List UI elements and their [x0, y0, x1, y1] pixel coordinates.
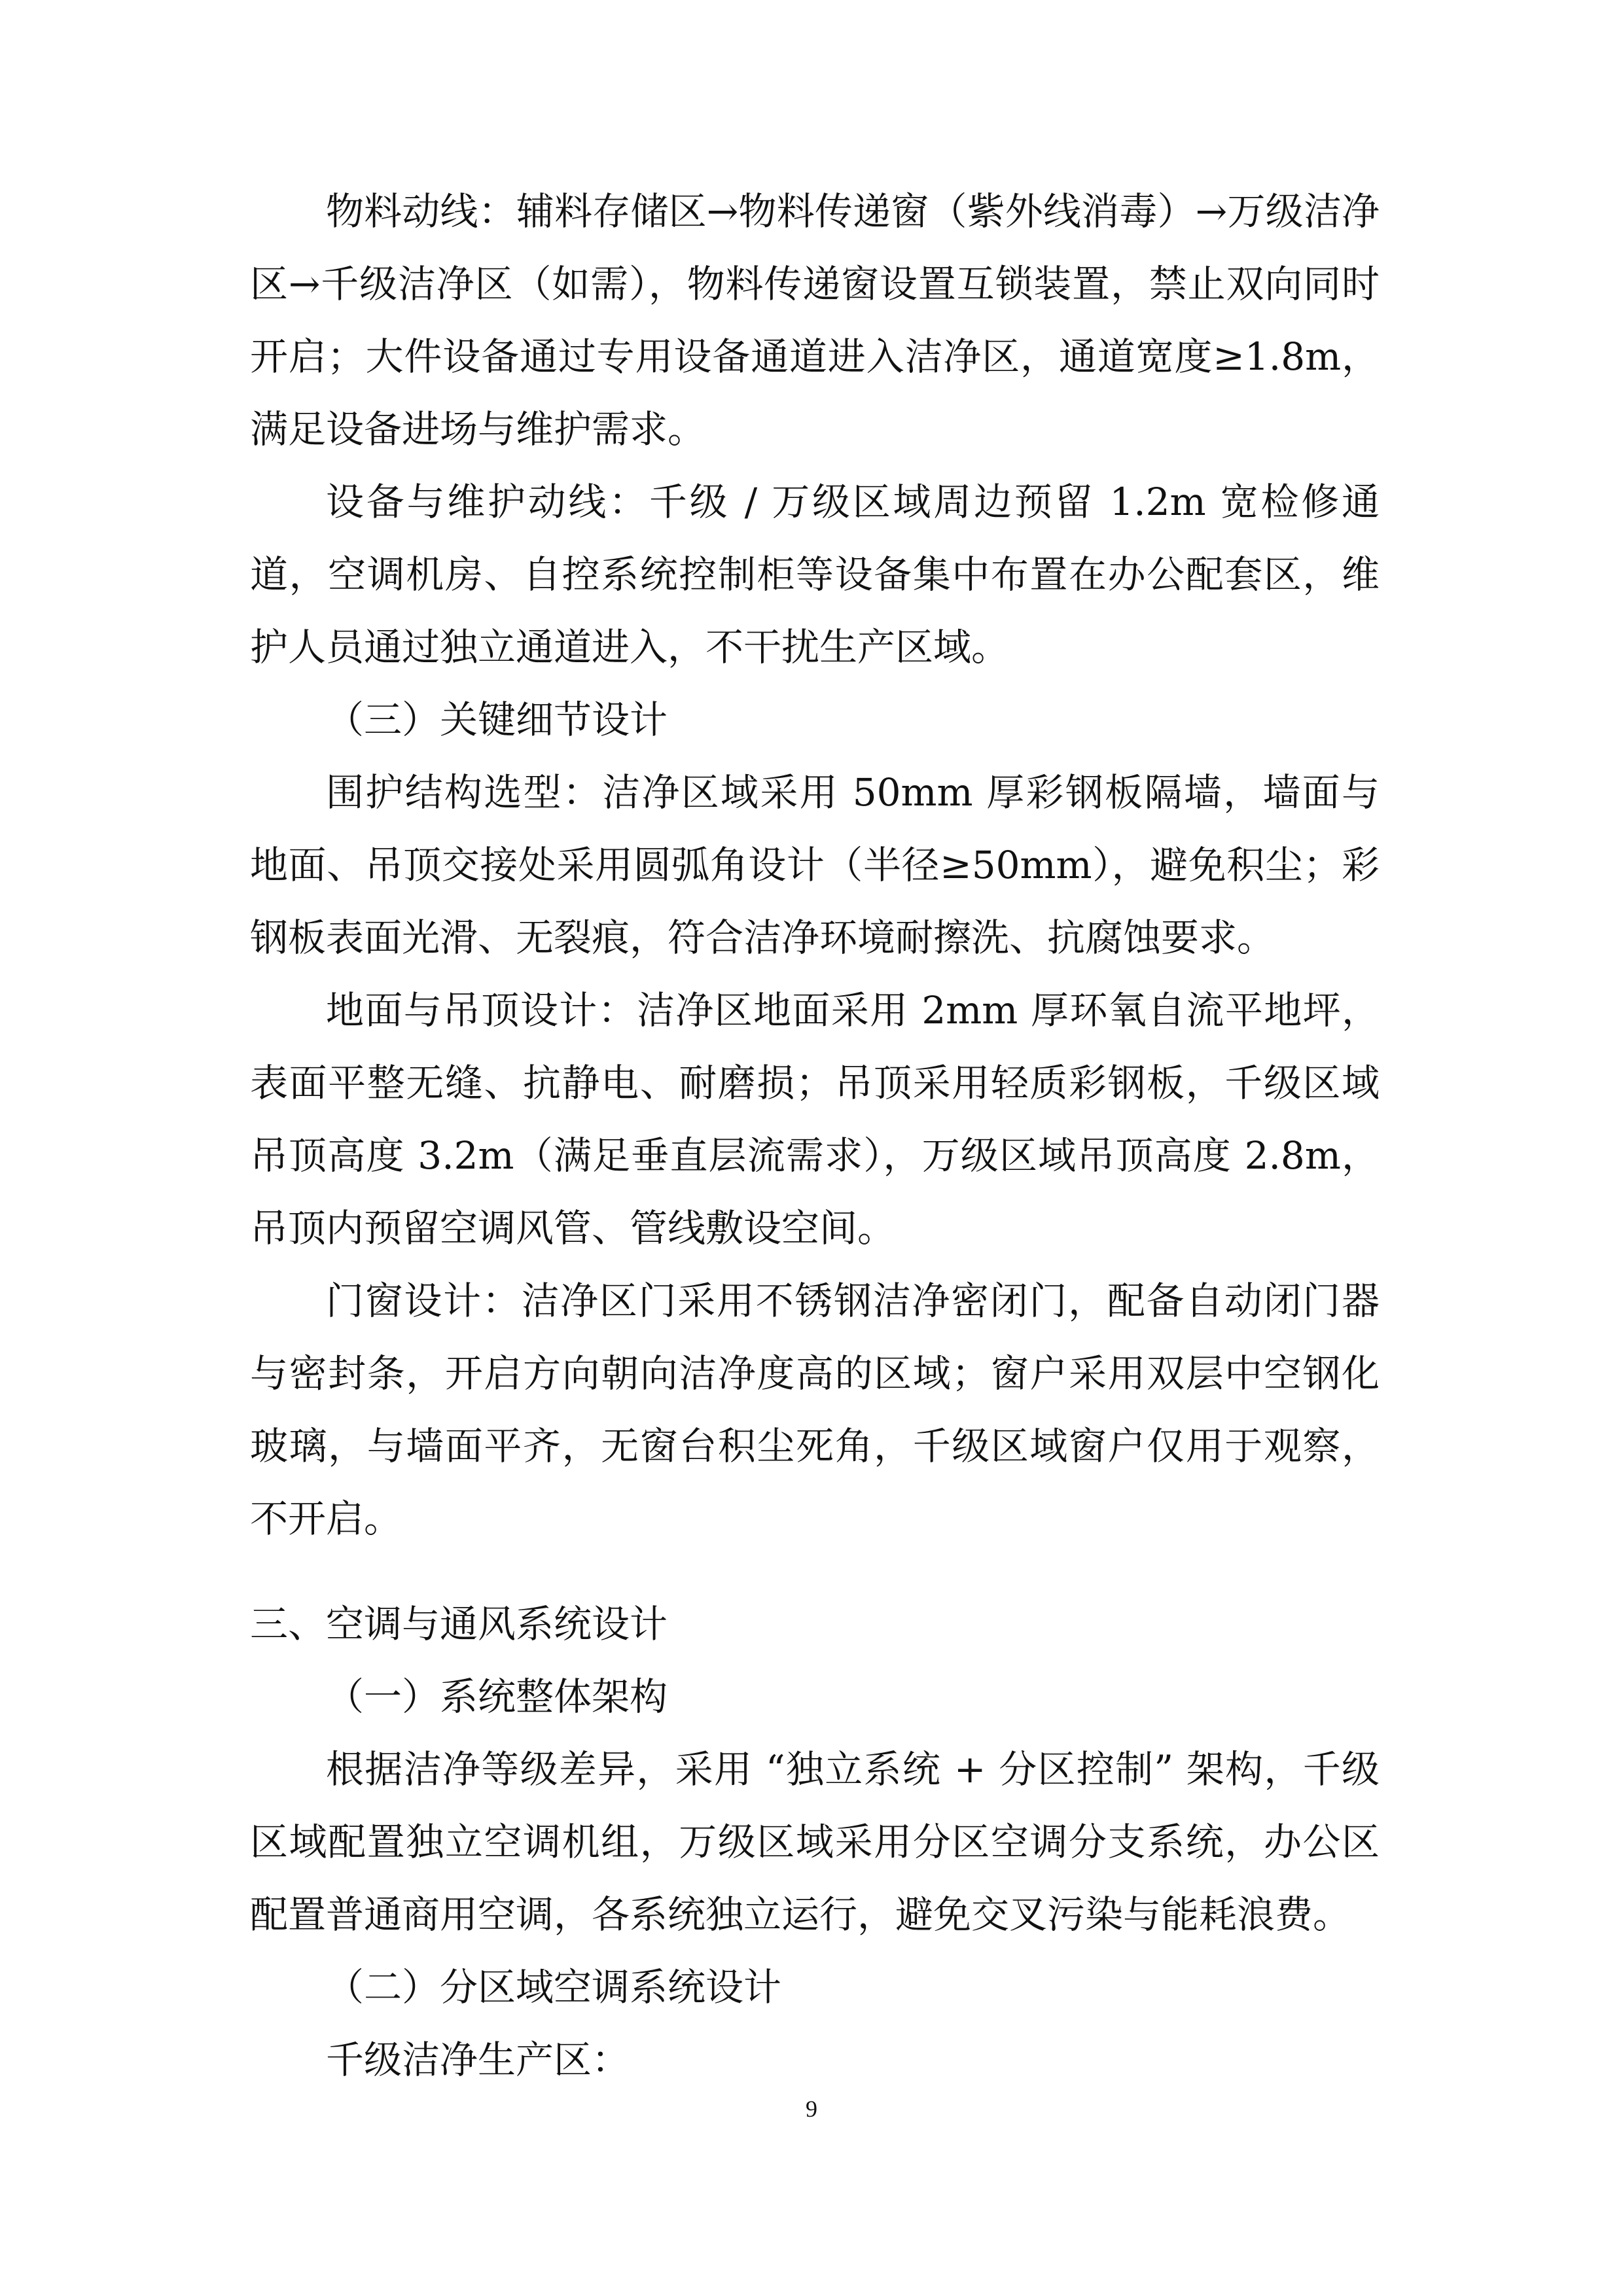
paragraph-doors-windows: 门窗设计：洁净区门采用不锈钢洁净密闭门，配备自动闭门器与密封条，开启方向朝向洁净度高的区域；窗户采用双层中空钢化玻璃，与墙面平齐，无窗台积尘死角，千级区域窗户仅用于观察，不开启。	[250, 1279, 1380, 1541]
subheading-zoned-hvac: （二）分区域空调系统设计	[326, 1965, 782, 2009]
page-number: 9	[806, 2096, 817, 2122]
paragraph-material-flow: 物料动线：辅料存储区→物料传递窗（紫外线消毒）→万级洁净区→千级洁净区（如需），物料传递窗设置互锁装置，禁止双向同时开启；大件设备通过专用设备通道进入洁净区，通道宽度≥1.8m，满足设备进场与维护需求。	[250, 189, 1380, 451]
paragraph-equipment-flow: 设备与维护动线：千级 / 万级区域周边预留 1.2m 宽检修通道，空调机房、自控系统控制柜等设备集中布置在办公配套区，维护人员通过独立通道进入，不干扰生产区域。	[250, 480, 1380, 669]
section-heading-hvac: 三、空调与通风系统设计	[250, 1602, 668, 1646]
paragraph-architecture: 根据洁净等级差异，采用 “独立系统 + 分区控制” 架构，千级区域配置独立空调机组，万级区域采用分区空调分支系统，办公区配置普通商用空调，各系统独立运行，避免交叉污染与能耗浪费。	[250, 1747, 1380, 1937]
subheading-system-architecture: （一）系统整体架构	[326, 1674, 668, 1719]
document-body	[250, 175, 1380, 2096]
paragraph-enclosure: 围护结构选型：洁净区域采用 50mm 厚彩钢板隔墙，墙面与地面、吊顶交接处采用圆弧角设计（半径≥50mm），避免积尘；彩钢板表面光滑、无裂痕，符合洁净环境耐擦洗、抗腐蚀要求。	[250, 770, 1380, 960]
subheading-key-details: （三）关键细节设计	[326, 698, 668, 742]
paragraph-class-1000-zone: 千级洁净生产区：	[326, 2038, 630, 2082]
paragraph-floor-ceiling: 地面与吊顶设计：洁净区地面采用 2mm 厚环氧自流平地坪，表面平整无缝、抗静电、耐磨损；吊顶采用轻质彩钢板，千级区域吊顶高度 3.2m（满足垂直层流需求），万级区域吊顶高度 2.8m，吊顶内预留空调风管、管线敷设空间。	[250, 988, 1380, 1250]
